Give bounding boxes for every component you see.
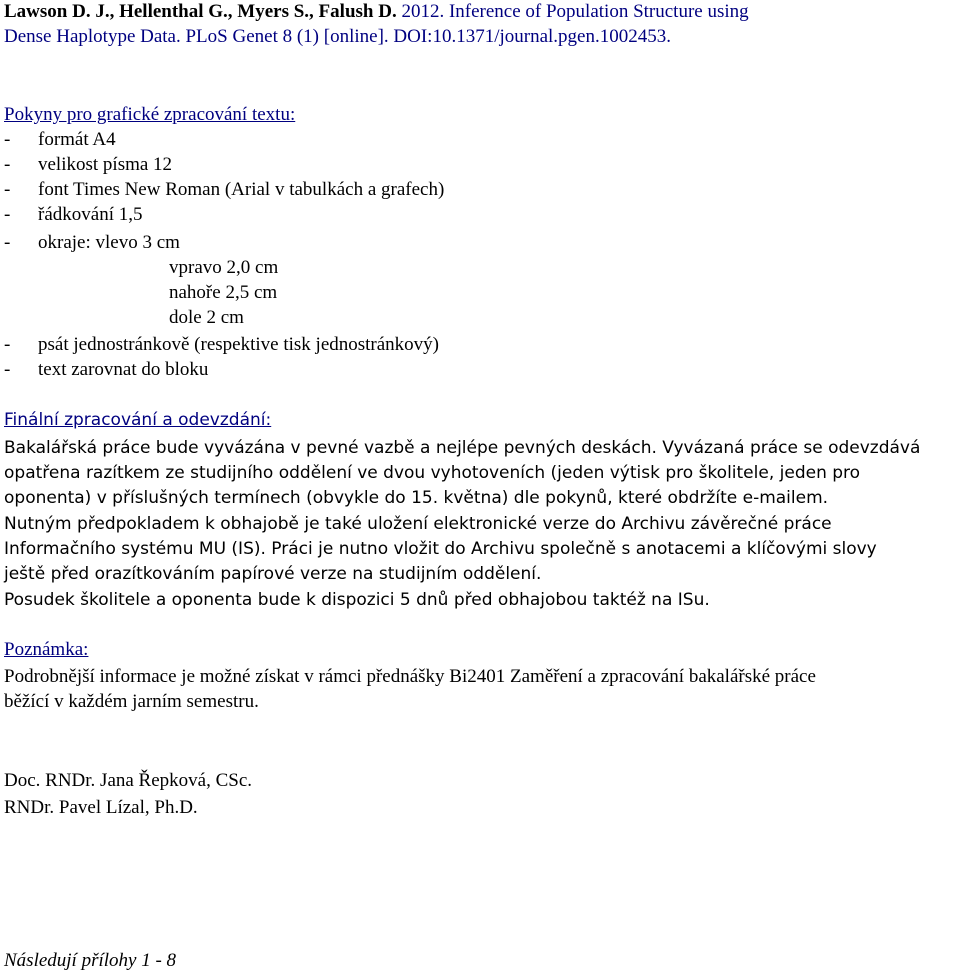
list-item-text: psát jednostránkově (respektive tisk jednostránkový) — [38, 334, 440, 355]
formatting-heading: Pokyny pro grafické zpracování textu: — [4, 104, 296, 125]
note-heading: Poznámka: — [4, 639, 89, 660]
list-item-text: řádkování 1,5 — [38, 204, 143, 225]
list-item-text: font Times New Roman (Arial v tabulkách a grafech) — [38, 179, 445, 200]
list-item-text: formát A4 — [38, 129, 116, 150]
note-line: běžící v každém jarním semestru. — [4, 691, 259, 712]
bullet-dash: - — [4, 334, 11, 355]
bullet-dash: - — [4, 179, 11, 200]
list-item-text: velikost písma 12 — [38, 154, 173, 175]
list-item-text: okraje: vlevo 3 cm — [38, 232, 180, 253]
submission-line: Bakalářská práce bude vyvázána v pevné vazbě a nejlépe pevných deskách. Vyvázaná práce se odevzdává — [4, 438, 921, 458]
list-item — [4, 358, 904, 382]
reference-year-title: 2012. Inference of Population Structure using — [396, 1, 749, 22]
margin-right: vpravo 2,0 cm — [169, 257, 279, 278]
submission-heading: Finální zpracování a odevzdání: — [4, 410, 272, 430]
bullet-dash: - — [4, 232, 11, 253]
bullet-dash: - — [4, 359, 11, 380]
signature-name: RNDr. Pavel Lízal, Ph.D. — [4, 797, 198, 818]
list-item — [4, 128, 904, 152]
list-item — [4, 153, 904, 177]
list-item — [4, 178, 904, 202]
bullet-dash: - — [4, 204, 11, 225]
submission-line: Informačního systému MU (IS). Práci je nutno vložit do Archivu společně s anotacemi a klíčovými slovy — [4, 539, 877, 559]
margin-top: nahoře 2,5 cm — [169, 282, 278, 303]
submission-line: Nutným předpokladem k obhajobě je také uložení elektronické verze do Archivu závěrečné práce — [4, 514, 832, 534]
margin-bottom: dole 2 cm — [169, 307, 244, 328]
bullet-dash: - — [4, 154, 11, 175]
list-item — [4, 231, 904, 255]
list-item — [4, 203, 904, 227]
reference-line-1 — [4, 0, 749, 24]
bullet-dash: - — [4, 129, 11, 150]
submission-line: Posudek školitele a oponenta bude k dispozici 5 dnů před obhajobou taktéž na ISu. — [4, 590, 710, 610]
submission-line: opatřena razítkem ze studijního oddělení ve dvou vyhotoveních (jeden výtisk pro školitele, jeden pro — [4, 463, 861, 483]
submission-line: ještě před orazítkováním papírové verze na studijním oddělení. — [4, 564, 542, 584]
submission-line: oponenta) v příslušných termínech (obvykle do 15. května) dle pokynů, které obdržíte e-mailem. — [4, 488, 829, 508]
note-line: Podrobnější informace je možné získat v rámci přednášky Bi2401 Zaměření a zpracování bakalářské práce — [4, 666, 816, 687]
list-item — [4, 333, 904, 357]
reference-authors: Lawson D. J., Hellenthal G., Myers S., Falush D. — [4, 1, 397, 22]
list-item-text: text zarovnat do bloku — [38, 359, 209, 380]
footer-appendices-note: Následují přílohy 1 - 8 — [4, 950, 177, 971]
signature-name: Doc. RNDr. Jana Řepková, CSc. — [4, 770, 253, 791]
reference-line-2: Dense Haplotype Data. PLoS Genet 8 (1) [online]. DOI:10.1371/journal.pgen.1002453. — [4, 26, 671, 47]
